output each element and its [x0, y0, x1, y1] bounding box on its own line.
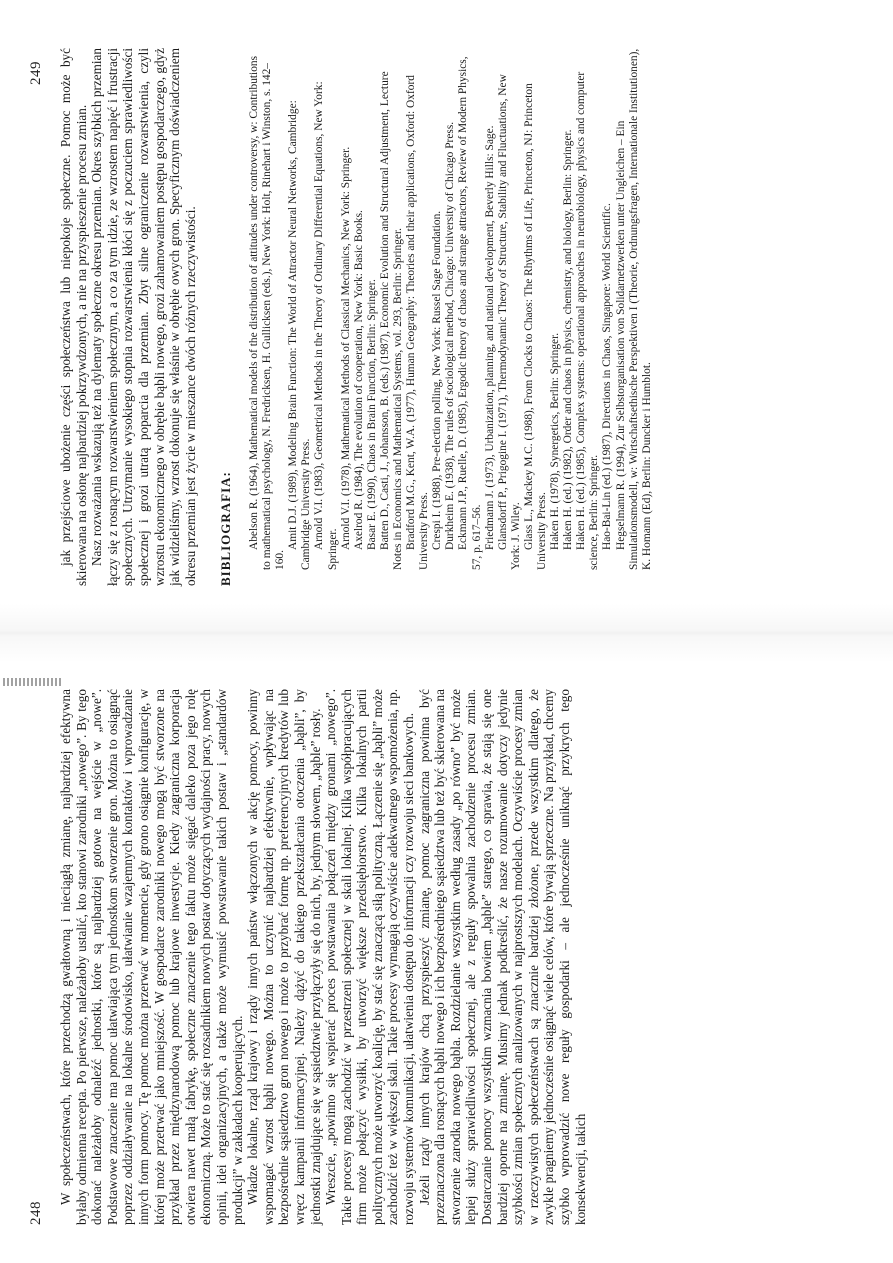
reference-item: Abelson R. (1964), Mathematical models of the distribution of attitudes under controversy, w: Contributions to mathematical psychology, N. Fredricksen, H. Gullicksen (eds.), New York: Holt, Rinehart i Winston, s. 142–160. [247, 55, 287, 570]
reference-item: Batten D., Casti, J., Johansson, B. (eds.) (1987), Economic Evolution and Structural Adjustment, Lecture Notes in Economics and Mathematical Systems, vol. 293, Berlin: Springer. [378, 71, 404, 570]
reference-item: Eckmann J.P., Ruelle, D. (1985), Ergodic theory of chaos and strange attractors, Review of Modern Physics, 57, p. 617–56. [457, 56, 483, 570]
left-page [0, 632, 893, 1263]
reference-item: Axelrod R. (1984), The evolution of cooperation, New York: Basic Books. [352, 210, 365, 550]
paragraph: Władze lokalne, rząd krajowy i rządy innych państw włączonych w akcję pomocy, powinny wspomagać wzrost bąbli nowego. Można to uczynić najbardziej efektywnie, wpływając na bezpośrednie sąsiedztwo gron nowego i może to przybrać formę np. preferencyjnych kredytów lub wręcz kampanii informacyjnej. Należy dążyć do takiego przekształcania otoczenia „bąbli”, by jednostki znajdujące się w sąsiedztwie przyłączyły się do nich, by, jednym słowem, „bąble” rosły. [245, 689, 323, 1225]
reference-item: Hao-Bai-Lin (ed.) (1987), Directions in Chaos, Singapore: World Scientific. [601, 203, 614, 550]
paragraph: Jeżeli rządy innych krajów chcą przyspieszyć zmianę, pomoc zagraniczna powinna być przeznaczona dla rosnących bąbli nowego i ich bezpośredniego sąsiedztwa lub też być skierowana na stworzenie zarodka nowego bąbla. Rozdzielanie wszystkim według zasady „po równo” być może lepiej służy sprawiedliwości społecznej, ale z reguły spowalnia zachodzenie procesu zmian. Dostarczanie pomocy wszystkim wzmacnia bowiem „bąble” starego, co sprawia, że stają się one bardziej oporne na zmianę. Musimy jednak podkreślić, że nasze rozumowanie dotyczy jedynie szybkości zmian społecznych analizowanych w najprostszych modelach. Oczywiście procesy zmian w rzeczywistych społeczeństwach są znacznie bardziej złożone, przede wszystkim dlatego, że zwykle pragniemy jednocześnie osiągnąć wiele celów, które bywają sprzeczne. Na przykład, chcemy szybko wprowadzić nowe reguły gospodarki – ale jednocześnie uniknąć przykrych tego konsekwencji, takich [416, 689, 588, 1225]
reference-item: Haken H. (ed.) (1985), Complex systems: operational approaches in neurobiology, physics and computer science, Berlin: Springer. [575, 71, 601, 570]
paragraph: W społeczeństwach, które przechodzą gwałtowną i nieciągłą zmianę, najbardziej efektywna byłaby odmienna recepta. Po pierwsze, należałoby ustalić, kto stanowi zarodniki „nowego”. By tego dokonać należałoby odnaleźć jednostki, które są najbardziej gotowe na wejście w „nowe”. Podstawowe znaczenie ma pomoc ułatwiająca tym jednostkom stworzenie gron. Można to osiągnąć poprzez oddziaływanie na lokalne środowisko, ułatwianie wzajemnych kontaktów i wprowadzanie innych form pomocy. Tę pomoc można przerwać w momencie, gdy grono osiągnie konfigurację, w której może przetrwać jako mniejszość. W gospodarce zarodniki nowego mogą być stworzone na przykład przez międzynarodową pomoc lub krajowe inwestycje. Kiedy zagraniczna korporacja otwiera nawet małą fabrykę, społeczne znaczenie tego faktu może sięgać daleko poza jego rolę ekonomiczną. Może to stać się rozsadnikiem nowych postaw dotyczących wydajności pracy, nowych opinii, idei organizacyjnych, a także może wymusić powstawanie takich postaw i „standardów produkcji” w zakładach kooperujących. [58, 689, 245, 1225]
reference-item: Haken H. (1978), Synergetics, Berlin: Springer. [549, 332, 562, 550]
reference-item: Basar E. (1990), Chaos in Brain Function, Berlin: Springer. [365, 279, 378, 550]
reference-item: Glass L., Mackey M.C. (1988), From Clocks to Chaos: The Rhythms of Life, Princeton, NJ: Princeton University Press. [522, 83, 548, 570]
reference-item: Crespi I. (1988), Pre-election polling, New York: Russel Sage Foundation. [431, 210, 444, 550]
paragraph: jak przejściowe ubożenie części społeczeństwa lub niepokoje społeczne. Pomoc może być skierowana na osłonę najbardziej pokrzywdzonych, a nie na przyspieszenie procesu zmian. [58, 48, 89, 586]
reference-item: Bradford M.G., Kent, W.A. (1977), Human Geography: Theories and their applications, Oxford: Oxford University Press. [405, 75, 431, 570]
left-page-body [58, 689, 588, 1225]
bibliography-heading: BIBLIOGRAFIA: [218, 471, 234, 586]
reference-item: Friedmann J. (1973), Urbanization, planning, and national development, Beverly Hills: Sage. [483, 125, 496, 550]
scan-artifact [3, 678, 63, 686]
page-number-right: 249 [28, 61, 44, 85]
paragraph: Nasz rozważania wskazują też na dylematy społeczne okresu przemian. Okres szybkich przemian łączy się z rosnącym rozwarstwieniem społecznym, a co za tym idzie, ze wzrostem napięć i frustracji społecznych. Utrzymanie wysokiego stopnia rozwarstwienia kłóci się z poczuciem sprawiedliwości społecznej i grozi utratą poparcia dla przemian. Zbyt silne ograniczenie rozwarstwienia, czyli wzrostu ekonomicznego w obrębie bąbli nowego, grozi zahamowaniem postępu gospodarczego, gdyż jak widzieliśmy, wzrost dokonuje się właśnie w obrębie owych gron. Specyficznym doświadczeniem okresu przemian jest życie w mieszance dwóch różnych rzeczywistości. [89, 48, 198, 586]
reference-item: Durkheim E. (1938), The rules of sociological method, Chicago: University of Chicago Press. [444, 121, 457, 550]
page-number-left: 248 [28, 1201, 44, 1225]
bibliography-list [248, 48, 654, 586]
right-page [0, 1, 893, 632]
reference-item: Arnold V.I. (1983), Geometrical Methods in the Theory of Ordinary Differential Equations, New York: Springer. [313, 81, 339, 570]
reference-item: Arnold V.I. (1978), Mathematical Methods of Classical Mechanics, New York: Springer. [339, 146, 352, 550]
reference-item: Amit D.J. (1989), Modeling Brain Function: The World of Attractor Neural Networks, Cambridge: Cambridge University Press. [287, 100, 313, 570]
reference-item: Haken H. (ed.) (1982), Order and chaos in physics, chemistry, and biology, Berlin: Springer. [562, 129, 575, 550]
paragraph: Wreszcie, „powinno się wspierać proces powstawania połączeń między gronami „nowego”. Takie procesy mogą zachodzić w przestrzeni społecznej w skali lokalnej. Kilka współpracujących firm może połączyć wysiłki, by utworzyć większe przedsiębiorstwo. Kilka lokalnych partii politycznych może utworzyć koalicję, by stać się znaczącą siłą polityczną. Łączenie się „bąbli” może zachodzić też w większej skali. Takie procesy wymagają oczywiście adekwatnego wspomożenia, np. rozwoju systemów komunikacji, ułatwienia dostępu do informacji czy rozwoju sieci bankowych. [323, 689, 417, 1225]
right-page-body [58, 48, 654, 586]
reference-item: Hegselmann R. (1994), Zur Selbstorganisation von Solidarnetzwerken unter Ungleichen – Ein Simulationsmodell, w: Wirtschaftsethische Perspektiven I (Theorie, Ordnungsfragen, Internationale Institutionen), K. Homann (Ed), Berlin: Duncker i Humblot. [614, 48, 653, 570]
reference-item: Glansdorff P., Prigogine I. (1971), Thermodynamic Theory of Structure, Stability and Fluctuations, New York: J. Wiley. [496, 74, 522, 570]
